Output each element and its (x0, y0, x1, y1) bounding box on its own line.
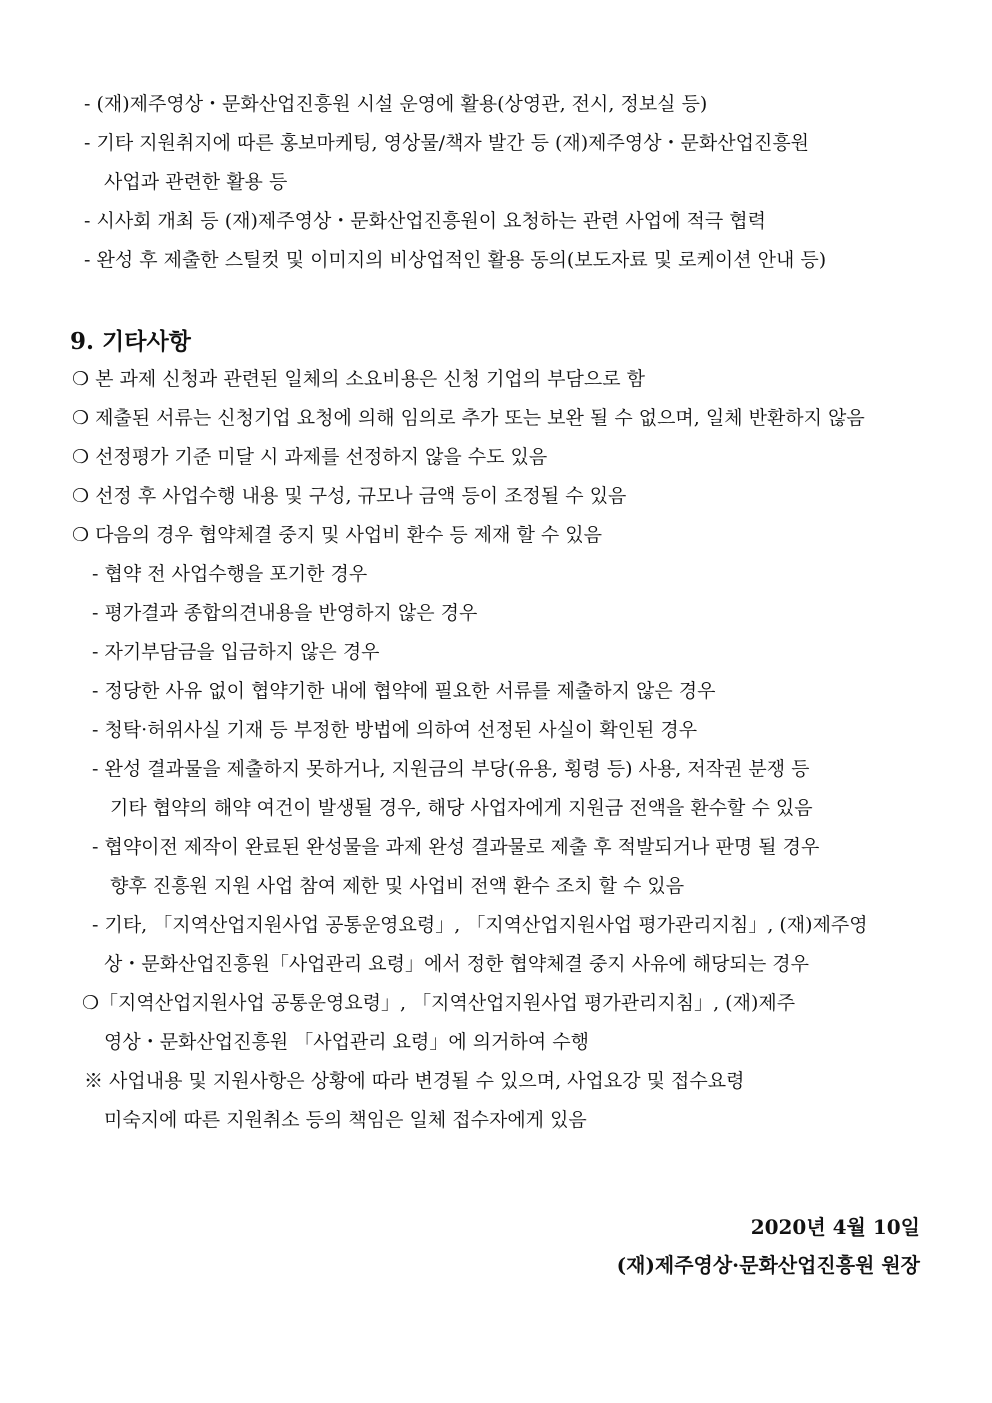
section-heading: 9. 기타사항 (70, 328, 191, 355)
sub-item-continuation: 상・문화산업진흥원「사업관리 요령」에서 정한 협약체결 중지 사유에 해당되는 경우 (104, 953, 809, 975)
list-item: - (재)제주영상・문화산업진흥원 시설 운영에 활용(상영관, 전시, 정보실 등) (84, 93, 708, 115)
sub-item: - 정당한 사유 없이 협약기한 내에 협약에 필요한 서류를 제출하지 않은 경우 (92, 680, 716, 702)
bullet-item-continuation: 영상・문화산업진흥원 「사업관리 요령」에 의거하여 수행 (104, 1031, 589, 1053)
sub-item: - 평가결과 종합의견내용을 반영하지 않은 경우 (92, 602, 478, 624)
sub-item: - 자기부담금을 입금하지 않은 경우 (92, 641, 380, 663)
issuer-signature: (재)제주영상·문화산업진흥원 원장 (616, 1253, 920, 1277)
list-item: - 기타 지원취지에 따른 홍보마케팅, 영상물/책자 발간 등 (재)제주영상・문화산업진흥원 (84, 132, 810, 154)
bullet-item: ❍「지역산업지원사업 공통운영요령」, 「지역산업지원사업 평가관리지침」, (재)제주 (82, 992, 796, 1014)
sub-item: - 청탁·허위사실 기재 등 부정한 방법에 의하여 선정된 사실이 확인된 경우 (92, 719, 698, 741)
issue-date: 2020년 4월 10일 (750, 1215, 920, 1239)
bullet-item: ❍ 제출된 서류는 신청기업 요청에 의해 임의로 추가 또는 보완 될 수 없으며, 일체 반환하지 않음 (72, 407, 865, 429)
sub-item: - 협약이전 제작이 완료된 완성물을 과제 완성 결과물로 제출 후 적발되거나 판명 될 경우 (92, 836, 820, 858)
note-continuation: 미숙지에 따른 지원취소 등의 책임은 일체 접수자에게 있음 (104, 1109, 587, 1131)
bullet-item: ❍ 다음의 경우 협약체결 중지 및 사업비 환수 등 제재 할 수 있음 (72, 524, 603, 546)
note: ※ 사업내용 및 지원사항은 상황에 따라 변경될 수 있으며, 사업요강 및 접수요령 (84, 1070, 745, 1092)
bullet-item: ❍ 선정 후 사업수행 내용 및 구성, 규모나 금액 등이 조정될 수 있음 (72, 485, 627, 507)
bullet-item: ❍ 선정평가 기준 미달 시 과제를 선정하지 않을 수도 있음 (72, 446, 548, 468)
bullet-item: ❍ 본 과제 신청과 관련된 일체의 소요비용은 신청 기업의 부담으로 함 (72, 368, 645, 390)
sub-item: - 협약 전 사업수행을 포기한 경우 (92, 563, 368, 585)
list-item: - 완성 후 제출한 스틸컷 및 이미지의 비상업적인 활용 동의(보도자료 및 로케이션 안내 등) (84, 249, 827, 271)
sub-item: - 기타, 「지역산업지원사업 공통운영요령」, 「지역산업지원사업 평가관리지침」, (재)제주영 (92, 914, 868, 936)
list-item-continuation: 사업과 관련한 활용 등 (104, 171, 288, 193)
list-item: - 시사회 개최 등 (재)제주영상・문화산업진흥원이 요청하는 관련 사업에 적극 협력 (84, 210, 766, 232)
sub-item-continuation: 기타 협약의 해약 여건이 발생될 경우, 해당 사업자에게 지원금 전액을 환수할 수 있음 (110, 797, 813, 819)
sub-item-continuation: 향후 진흥원 지원 사업 참여 제한 및 사업비 전액 환수 조치 할 수 있음 (110, 875, 685, 897)
sub-item: - 완성 결과물을 제출하지 못하거나, 지원금의 부당(유용, 횡령 등) 사용, 저작권 분쟁 등 (92, 758, 810, 780)
